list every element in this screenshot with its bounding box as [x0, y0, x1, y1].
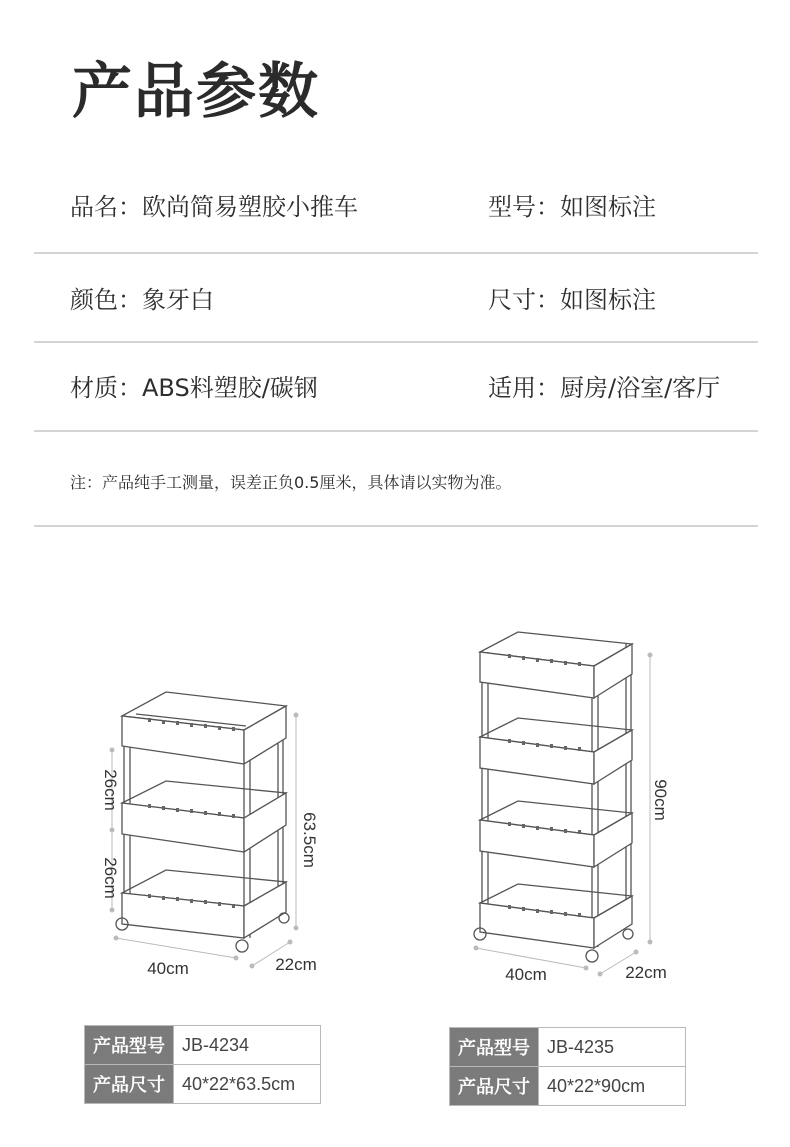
divider [34, 252, 758, 254]
size-value: 40*22*90cm [539, 1067, 686, 1106]
product-info-table-2 [449, 1027, 686, 1106]
model-label: 产品型号 [85, 1026, 174, 1065]
divider [34, 430, 758, 432]
divider [34, 525, 758, 527]
spec-row-color-size [34, 285, 758, 373]
page-title: 产品参数 [72, 57, 320, 127]
table-row [450, 1028, 686, 1067]
divider [34, 341, 758, 343]
dim-shelf-lower: 26cm [101, 857, 120, 899]
product-info-table-1 [84, 1025, 321, 1104]
dim-height: 63.5cm [300, 812, 319, 868]
spec-row-material-usage [34, 373, 758, 461]
table-row [450, 1067, 686, 1106]
size-label: 产品尺寸 [85, 1065, 174, 1104]
spec-row-name-model [34, 192, 758, 280]
measurement-note: 注：产品纯手工测量，误差正负0.5厘米，具体请以实物为准。 [70, 473, 512, 492]
model-value: JB-4235 [539, 1028, 686, 1067]
cart-3-tier-diagram [78, 680, 338, 980]
dim-depth: 22cm [625, 963, 667, 982]
cart-4-tier-diagram [440, 612, 700, 987]
model-label: 产品型号 [450, 1028, 539, 1067]
model-value: JB-4234 [174, 1026, 321, 1065]
spec-size: 尺寸：如图标注 [488, 286, 656, 314]
spec-material: 材质：ABS料塑胶/碳钢 [70, 374, 318, 402]
size-value: 40*22*63.5cm [174, 1065, 321, 1104]
spec-product-name: 品名：欧尚简易塑胶小推车 [70, 193, 358, 221]
dim-height: 90cm [651, 779, 670, 821]
table-row [85, 1026, 321, 1065]
spec-usage: 适用：厨房/浴室/客厅 [488, 374, 721, 402]
spec-model: 型号：如图标注 [488, 193, 656, 221]
table-row [85, 1065, 321, 1104]
dim-width: 40cm [147, 959, 189, 978]
dim-depth: 22cm [275, 955, 317, 974]
spec-color: 颜色：象牙白 [70, 286, 214, 314]
size-label: 产品尺寸 [450, 1067, 539, 1106]
dim-width: 40cm [505, 965, 547, 984]
dim-shelf-upper: 26cm [101, 769, 120, 811]
